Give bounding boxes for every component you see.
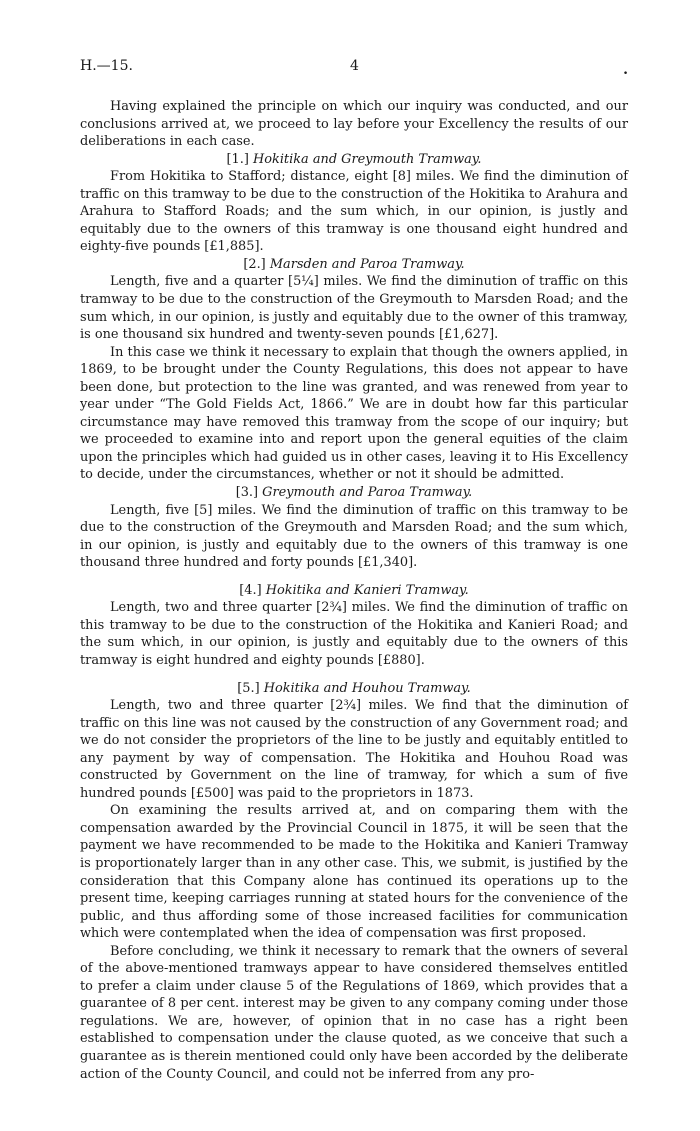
section-3-paragraph-1: Length, five [5] miles. We find the diminution of traffic on this tramway to be due to the construction of the Greymouth and Marsden Road; and the sum which, in our opinion, is justly and equitably due to the owners of this tramway is one thousand three hundred and forty pounds [£1,340]. bbox=[80, 502, 628, 571]
section-heading-3 bbox=[80, 484, 628, 502]
document-reference: H.—15. bbox=[80, 58, 133, 74]
section-2-paragraph-1: Length, five and a quarter [5¼] miles. We find the diminution of traffic on this tramway to be due to the construction of the Greymouth to Marsden Road; and the sum which, in our opinion, is justly and equitably due to the owner of this tramway, is one thousand six hundred and twenty-seven pounds [£1,627]. bbox=[80, 274, 628, 343]
section-5-paragraph-2: On examining the results arrived at, and on comparing them with the compensation awarded by the Provincial Council in 1875, it will be seen that the payment we have recommended to be made to the Hokitika and Kanieri Tramway is proportionately larger than in any other case. This, we submit, is justified by the consideration that this Company alone has continued its operations up to the present time, keeping carriages running at stated hours for the convenience of the public, and thus affording some of those increased facilities for communication which were contemplated when the idea of compensation was first proposed. bbox=[80, 803, 628, 942]
section-number: [4.] bbox=[239, 582, 262, 598]
document-body bbox=[80, 98, 628, 1083]
section-2-paragraph-2: In this case we think it necessary to explain that though the owners applied, in 1869, to be brought under the County Regulations, this does not appear to have been done, but protection to the line was granted, and was renewed from year to year under “The Gold Fields Act, 1866.” We are in doubt how far this particular circumstance may have removed this tramway from the scope of our inquiry; but we proceeded to examine into and report upon the general equities of the claim upon the principles which had guided us in other cases, leaving it to His Excellency to decide, under the circumstances, whether or not it should be admitted. bbox=[80, 344, 628, 483]
section-title: Hokitika and Kanieri Tramway. bbox=[265, 582, 469, 598]
section-5-paragraph-1: Length, two and three quarter [2¾] miles. We find that the diminution of traffic on this line was not caused by the construction of any Government road; and we do not consider the proprietors of the line to be justly and equitably entitled to any payment by way of compensation. The Hokitika and Houhou Road was constructed by Government on the line of tramway, for which a sum of five hundred pounds [£500] was paid to the proprietors in 1873. bbox=[80, 698, 628, 801]
section-number: [2.] bbox=[243, 256, 266, 272]
intro-paragraph: Having explained the principle on which our inquiry was conducted, and our conclusions arrived at, we proceed to lay before your Excellency the results of our deliberations in each case. bbox=[80, 99, 628, 150]
section-5-paragraph-3: Before concluding, we think it necessary to remark that the owners of several of the above-mentioned tramways appear to have considered themselves entitled to prefer a claim under clause 5 of the Regulations of 1869, which provides that a guarantee of 8 per cent. interest may be given to any company coming under those regulations. We are, however, of opinion that in no case has a right been established to compensation under the clause quoted, as we conceive that such a guarantee as is therein mentioned could only have been accorded by the deliberate action of the County Council, and could not be inferred from any pro- bbox=[80, 943, 628, 1082]
page-header bbox=[80, 58, 628, 80]
section-number: [3.] bbox=[235, 485, 259, 501]
section-number: [5.] bbox=[237, 680, 260, 696]
section-title: Hokitika and Greymouth Tramway. bbox=[253, 151, 482, 167]
section-heading-5 bbox=[80, 680, 628, 698]
section-title: Marsden and Paroa Tramway. bbox=[269, 256, 465, 272]
page-number: 4 bbox=[350, 58, 359, 74]
section-1-paragraph-1: From Hokitika to Stafford; distance, eight [8] miles. We find the diminution of traffic on this tramway to be due to the construction of the Hokitika to Arahura and Arahura to Stafford Roads; and the sum which, in our opinion, is justly and equitably due to the owners of this tramway is one thousand eight hundred and eighty-five pounds [£1,885]. bbox=[80, 169, 628, 255]
section-title: Greymouth and Paroa Tramway. bbox=[262, 485, 473, 501]
section-heading-4 bbox=[80, 582, 628, 600]
section-4-paragraph-1: Length, two and three quarter [2¾] miles. We find the diminution of traffic on this tramway to be due to the construction of the Hokitika and Kanieri Road; and the sum which, in our opinion, is justly and equitably due to the owners of this tramway is eight hundred and eighty pounds [£880]. bbox=[80, 600, 628, 668]
section-heading-1 bbox=[80, 151, 628, 169]
section-heading-2 bbox=[80, 256, 628, 274]
header-mark: . bbox=[623, 62, 628, 78]
section-title: Hokitika and Houhou Tramway. bbox=[263, 680, 471, 696]
section-number: [1.] bbox=[226, 151, 249, 167]
